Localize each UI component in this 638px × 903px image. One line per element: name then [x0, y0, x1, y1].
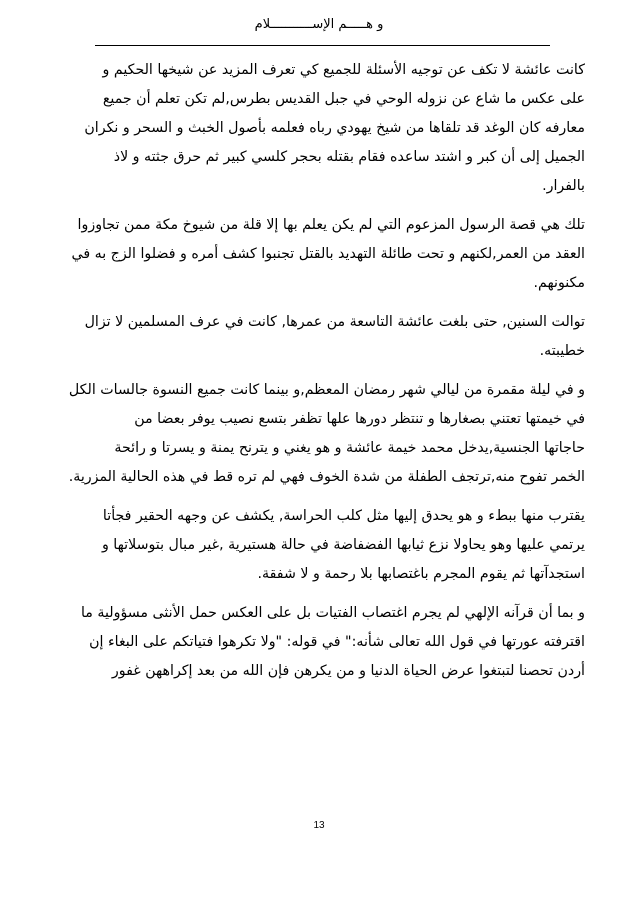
text-line: تلك هي قصة الرسول المزعوم التي لم يكن يعلم بها إلا قلة من شيوخ مكة ممن تجاوزوا — [77, 217, 585, 233]
paragraph-spacer — [60, 366, 585, 376]
paragraph-spacer — [60, 201, 585, 211]
text-line: توالت السنين, حتى بلغت عائشة التاسعة من عمرها, كانت في عرف المسلمين لا تزال — [84, 314, 585, 330]
text-line: مكنونهم. — [533, 275, 585, 291]
page-number: 13 — [313, 820, 325, 831]
text-line: العقد من العمر,لكنهم و تحت طائلة التهديد بالقتل تجنبوا كشف أمره و فضلوا الزج به في — [71, 246, 585, 262]
paragraph — [60, 376, 585, 492]
text-line: يرتمي عليها وهو يحاولا نزع ثيابها الفضفاضة في حالة هستيرية ,غير مبال بتوسلاتها و — [101, 537, 585, 553]
paragraph-spacer — [60, 589, 585, 599]
running-header: و هـــــم الإســـــــــــلام — [254, 17, 384, 32]
paragraph — [60, 211, 585, 298]
text-line: معارفه كان الوغد قد تلقاها من شيخ يهودي رباه فعلمه بأصول الخبث و السحر و نكران — [84, 120, 585, 136]
text-line: خطيبته. — [539, 343, 585, 359]
text-line: الخمر تفوح منه,ترتجف الطفلة من شدة الخوف فهي لم تره قط في هذه الحالية المزرية. — [68, 469, 585, 485]
text-line: بالفرار. — [542, 178, 585, 194]
paragraph — [60, 56, 585, 201]
paragraph-spacer — [60, 298, 585, 308]
paragraph — [60, 599, 585, 686]
paragraph — [60, 502, 585, 589]
text-line: أردن تحصنا لتبتغوا عرض الحياة الدنيا و من يكرهن فإن الله من بعد إكراههن غفور — [111, 663, 585, 679]
text-line: و بما أن قرآنه الإلهي لم يجرم اغتصاب الفتيات بل على العكس حمل الأنثى مسؤولية ما — [80, 605, 585, 621]
text-line: الجميل إلى أن كبر و اشتد ساعده فقام بقتله بحجر كلسي كبير ثم حرق جثته و لاذ — [113, 149, 585, 165]
header-divider — [95, 45, 550, 46]
paragraph — [60, 308, 585, 366]
text-line: استجدآتها ثم يقوم المجرم باغتصابها بلا رحمة و لا شفقة. — [257, 566, 585, 582]
text-line: في خيمتها تعتني بصغارها و تنتظر دورها علها تظفر بتسع نصيب يوفر بعضا من — [134, 411, 585, 427]
paragraph-spacer — [60, 492, 585, 502]
text-line: حاجاتها الجنسية,يدخل محمد خيمة عائشة و هو يغني و يترنح يمنة و يسرتا و رائحة — [114, 440, 585, 456]
text-line: على عكس ما شاع عن نزوله الوحي في جبل القديس بطرس,لم تكن تعلم أن جميع — [102, 91, 585, 107]
text-line: يقترب منها ببطء و هو يحدق إليها مثل كلب الحراسة, يكشف عن وجهه الحقير فجأتا — [102, 508, 585, 524]
text-line: و في ليلة مقمرة من ليالي شهر رمضان المعظم,و بينما كانت جميع النسوة جالسات الكل — [68, 382, 585, 398]
text-line: كانت عائشة لا تكف عن توجيه الأسئلة للجميع كي تعرف المزيد عن شيخها الحكيم و — [102, 62, 585, 78]
text-line: اقترفته عورتها في قول الله تعالى شأنه:" في قوله: "ولا تكرهوا فتياتكم على البغاء إن — [89, 634, 585, 650]
body-text — [60, 56, 585, 686]
